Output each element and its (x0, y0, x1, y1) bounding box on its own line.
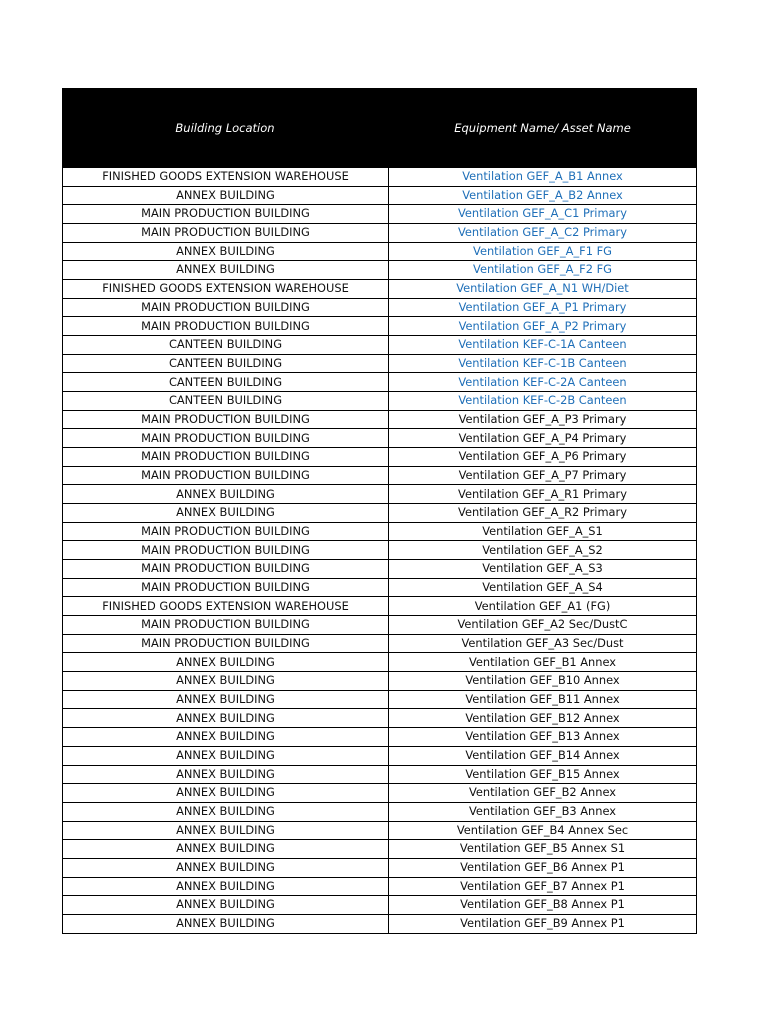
building-location-cell: MAIN PRODUCTION BUILDING (63, 317, 389, 335)
building-location-cell: ANNEX BUILDING (63, 803, 389, 821)
building-location-cell: ANNEX BUILDING (63, 504, 389, 522)
equipment-name-cell: Ventilation GEF_B8 Annex P1 (389, 896, 697, 914)
table-row (63, 653, 697, 672)
equipment-name-link[interactable]: Ventilation KEF-C-2A Canteen (389, 373, 697, 391)
table-row (63, 691, 697, 710)
building-location-cell: ANNEX BUILDING (63, 747, 389, 765)
equipment-name-cell: Ventilation GEF_B14 Annex (389, 747, 697, 765)
table-row (63, 168, 697, 187)
building-location-cell: ANNEX BUILDING (63, 878, 389, 896)
equipment-name-cell: Ventilation GEF_A_P7 Primary (389, 467, 697, 485)
building-location-cell: ANNEX BUILDING (63, 243, 389, 261)
table-row (63, 224, 697, 243)
table-row (63, 803, 697, 822)
table-row (63, 485, 697, 504)
equipment-name-cell: Ventilation GEF_A2 Sec/DustC (389, 616, 697, 634)
equipment-name-cell: Ventilation GEF_A_P4 Primary (389, 429, 697, 447)
table-row (63, 187, 697, 206)
equipment-name-cell: Ventilation GEF_A_R1 Primary (389, 485, 697, 503)
building-location-cell: ANNEX BUILDING (63, 653, 389, 671)
table-row (63, 280, 697, 299)
equipment-name-link[interactable]: Ventilation GEF_A_C1 Primary (389, 205, 697, 223)
table-row (63, 560, 697, 579)
building-location-cell: ANNEX BUILDING (63, 822, 389, 840)
equipment-name-cell: Ventilation GEF_A_S2 (389, 541, 697, 559)
building-location-cell: ANNEX BUILDING (63, 728, 389, 746)
equipment-name-cell: Ventilation GEF_A_R2 Primary (389, 504, 697, 522)
building-location-cell: FINISHED GOODS EXTENSION WAREHOUSE (63, 280, 389, 298)
equipment-name-cell: Ventilation GEF_A_P3 Primary (389, 411, 697, 429)
building-location-cell: ANNEX BUILDING (63, 915, 389, 933)
equipment-name-link[interactable]: Ventilation GEF_A_F2 FG (389, 261, 697, 279)
table-row (63, 915, 697, 934)
building-location-cell: MAIN PRODUCTION BUILDING (63, 560, 389, 578)
asset-table (62, 88, 697, 934)
building-location-cell: ANNEX BUILDING (63, 896, 389, 914)
table-row (63, 896, 697, 915)
building-location-cell: ANNEX BUILDING (63, 840, 389, 858)
equipment-name-link[interactable]: Ventilation GEF_A_B1 Annex (389, 168, 697, 186)
table-row (63, 448, 697, 467)
equipment-name-cell: Ventilation GEF_B15 Annex (389, 766, 697, 784)
table-row (63, 878, 697, 897)
table-row (63, 261, 697, 280)
table-row (63, 205, 697, 224)
table-row (63, 597, 697, 616)
building-location-cell: MAIN PRODUCTION BUILDING (63, 579, 389, 597)
equipment-name-link[interactable]: Ventilation KEF-C-1B Canteen (389, 355, 697, 373)
building-location-cell: CANTEEN BUILDING (63, 336, 389, 354)
building-location-cell: ANNEX BUILDING (63, 784, 389, 802)
table-row (63, 523, 697, 542)
equipment-name-link[interactable]: Ventilation KEF-C-2B Canteen (389, 392, 697, 410)
building-location-cell: CANTEEN BUILDING (63, 373, 389, 391)
building-location-cell: ANNEX BUILDING (63, 691, 389, 709)
equipment-name-cell: Ventilation GEF_B5 Annex S1 (389, 840, 697, 858)
building-location-cell: ANNEX BUILDING (63, 672, 389, 690)
table-row (63, 616, 697, 635)
equipment-name-cell: Ventilation GEF_B11 Annex (389, 691, 697, 709)
equipment-name-cell: Ventilation GEF_A_S4 (389, 579, 697, 597)
equipment-name-link[interactable]: Ventilation GEF_A_N1 WH/Diet (389, 280, 697, 298)
building-location-cell: MAIN PRODUCTION BUILDING (63, 224, 389, 242)
table-row (63, 373, 697, 392)
equipment-name-link[interactable]: Ventilation GEF_A_C2 Primary (389, 224, 697, 242)
building-location-cell: MAIN PRODUCTION BUILDING (63, 635, 389, 653)
table-row (63, 672, 697, 691)
equipment-name-cell: Ventilation GEF_A_S3 (389, 560, 697, 578)
equipment-name-cell: Ventilation GEF_A3 Sec/Dust (389, 635, 697, 653)
equipment-name-cell: Ventilation GEF_B12 Annex (389, 709, 697, 727)
table-row (63, 411, 697, 430)
building-location-cell: FINISHED GOODS EXTENSION WAREHOUSE (63, 168, 389, 186)
table-body (62, 168, 697, 934)
equipment-name-link[interactable]: Ventilation GEF_A_F1 FG (389, 243, 697, 261)
table-row (63, 392, 697, 411)
table-row (63, 728, 697, 747)
building-location-cell: CANTEEN BUILDING (63, 355, 389, 373)
table-row (63, 541, 697, 560)
equipment-name-link[interactable]: Ventilation GEF_A_B2 Annex (389, 187, 697, 205)
table-row (63, 336, 697, 355)
equipment-name-cell: Ventilation GEF_A_S1 (389, 523, 697, 541)
building-location-cell: FINISHED GOODS EXTENSION WAREHOUSE (63, 597, 389, 615)
table-row (63, 429, 697, 448)
table-row (63, 822, 697, 841)
header-building-location: Building Location (175, 121, 275, 135)
table-row (63, 859, 697, 878)
equipment-name-link[interactable]: Ventilation GEF_A_P1 Primary (389, 299, 697, 317)
table-row (63, 766, 697, 785)
equipment-name-cell: Ventilation GEF_B1 Annex (389, 653, 697, 671)
table-row (63, 784, 697, 803)
building-location-cell: ANNEX BUILDING (63, 859, 389, 877)
header-equipment-name: Equipment Name/ Asset Name (454, 121, 631, 135)
table-header (62, 88, 697, 168)
building-location-cell: MAIN PRODUCTION BUILDING (63, 448, 389, 466)
equipment-name-cell: Ventilation GEF_B13 Annex (389, 728, 697, 746)
building-location-cell: ANNEX BUILDING (63, 709, 389, 727)
table-row (63, 709, 697, 728)
building-location-cell: MAIN PRODUCTION BUILDING (63, 299, 389, 317)
equipment-name-link[interactable]: Ventilation GEF_A_P2 Primary (389, 317, 697, 335)
table-row (63, 355, 697, 374)
building-location-cell: MAIN PRODUCTION BUILDING (63, 523, 389, 541)
table-row (63, 299, 697, 318)
building-location-cell: MAIN PRODUCTION BUILDING (63, 467, 389, 485)
building-location-cell: MAIN PRODUCTION BUILDING (63, 411, 389, 429)
table-row (63, 243, 697, 262)
table-row (63, 317, 697, 336)
equipment-name-cell: Ventilation GEF_B6 Annex P1 (389, 859, 697, 877)
equipment-name-cell: Ventilation GEF_B9 Annex P1 (389, 915, 697, 933)
table-row (63, 579, 697, 598)
table-row (63, 467, 697, 486)
table-row (63, 840, 697, 859)
building-location-cell: MAIN PRODUCTION BUILDING (63, 429, 389, 447)
building-location-cell: ANNEX BUILDING (63, 766, 389, 784)
equipment-name-cell: Ventilation GEF_B10 Annex (389, 672, 697, 690)
building-location-cell: ANNEX BUILDING (63, 485, 389, 503)
table-row (63, 635, 697, 654)
equipment-name-link[interactable]: Ventilation KEF-C-1A Canteen (389, 336, 697, 354)
building-location-cell: CANTEEN BUILDING (63, 392, 389, 410)
building-location-cell: ANNEX BUILDING (63, 187, 389, 205)
equipment-name-cell: Ventilation GEF_B3 Annex (389, 803, 697, 821)
equipment-name-cell: Ventilation GEF_A1 (FG) (389, 597, 697, 615)
table-row (63, 747, 697, 766)
building-location-cell: MAIN PRODUCTION BUILDING (63, 616, 389, 634)
table-row (63, 504, 697, 523)
equipment-name-cell: Ventilation GEF_B7 Annex P1 (389, 878, 697, 896)
building-location-cell: MAIN PRODUCTION BUILDING (63, 205, 389, 223)
building-location-cell: ANNEX BUILDING (63, 261, 389, 279)
equipment-name-cell: Ventilation GEF_B2 Annex (389, 784, 697, 802)
equipment-name-cell: Ventilation GEF_B4 Annex Sec (389, 822, 697, 840)
equipment-name-cell: Ventilation GEF_A_P6 Primary (389, 448, 697, 466)
building-location-cell: MAIN PRODUCTION BUILDING (63, 541, 389, 559)
